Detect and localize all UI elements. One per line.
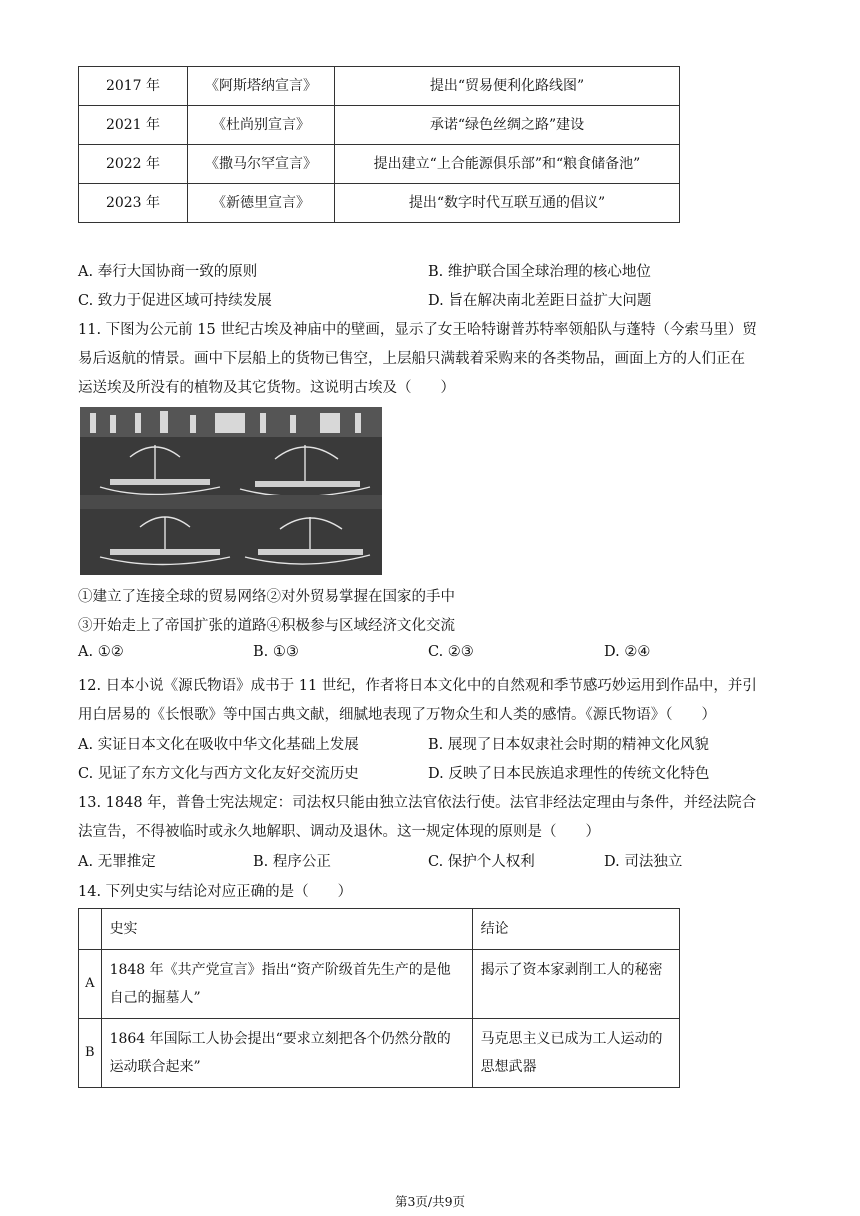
q10-option-d: D. 旨在解决南北差距日益扩大问题	[428, 293, 652, 309]
q10-option-b: B. 维护联合国全球治理的核心地位	[428, 264, 651, 280]
q12-option-d: D. 反映了日本民族追求理性的传统文化特色	[428, 766, 710, 782]
q14-stem: 14. 下列史实与结论对应正确的是（ ）	[78, 884, 353, 900]
conclusion-cell: 马克思主义已成为工人运动的思想武器	[472, 1019, 679, 1088]
content-cell: 提出“数字时代互联互通的倡议”	[335, 184, 680, 223]
declaration-cell: 《杜尚别宣言》	[188, 106, 335, 145]
row-label: A	[79, 950, 102, 1019]
table-row	[79, 1019, 680, 1088]
fact-conclusion-table	[78, 908, 680, 1088]
egyptian-mural-image	[80, 407, 382, 575]
table-row	[79, 106, 680, 145]
q12-stem-line-2: 用白居易的《长恨歌》等中国古典文献，细腻地表现了万物众生和人类的感情。《源氏物语》（ ）	[78, 707, 716, 723]
q13-stem-line-2: 法宣告，不得被临时或永久地解职、调动及退休。这一规定体现的原则是（ ）	[78, 824, 600, 840]
declaration-cell: 《新德里宣言》	[188, 184, 335, 223]
q13-option-b: B. 程序公正	[253, 854, 331, 870]
year-cell: 2023 年	[79, 184, 188, 223]
q10-option-c: C. 致力于促进区域可持续发展	[78, 293, 272, 309]
q11-items-line-2: ③开始走上了帝国扩张的道路④积极参与区域经济文化交流	[78, 618, 455, 634]
q11-stem-line-2: 易后返航的情景。画中下层船上的货物已售空，上层船只满载着采购来的各类物品，画面上方的人们正在	[78, 351, 745, 367]
q12-stem-line-1: 12. 日本小说《源氏物语》成书于 11 世纪，作者将日本文化中的自然观和季节感巧妙运用到作品中，并引	[78, 678, 757, 694]
q10-option-a: A. 奉行大国协商一致的原则	[78, 264, 258, 280]
fact-cell: 1848 年《共产党宣言》指出“资产阶级首先生产的是他自己的掘墓人”	[101, 950, 472, 1019]
content-cell: 提出“贸易便利化路线图”	[335, 67, 680, 106]
q12-option-a: A. 实证日本文化在吸收中华文化基础上发展	[78, 737, 359, 753]
q11-option-b: B. ①③	[253, 644, 299, 660]
q12-option-c: C. 见证了东方文化与西方文化友好交流历史	[78, 766, 359, 782]
q11-items-line-1: ①建立了连接全球的贸易网络②对外贸易掌握在国家的手中	[78, 589, 455, 605]
mural-illustration	[80, 407, 382, 575]
q11-stem-line-1: 11. 下图为公元前 15 世纪古埃及神庙中的壁画，显示了女王哈特谢普苏特率领船队与蓬特（今索马里）贸	[78, 322, 757, 338]
q11-stem-line-3: 运送埃及所没有的植物及其它货物。这说明古埃及（ ）	[78, 380, 455, 396]
q11-option-c: C. ②③	[428, 644, 474, 660]
q13-option-c: C. 保护个人权利	[428, 854, 535, 870]
content-cell: 提出建立“上合能源俱乐部”和“粮食储备池”	[335, 145, 680, 184]
content-cell: 承诺“绿色丝绸之路”建设	[335, 106, 680, 145]
row-label: B	[79, 1019, 102, 1088]
table-row	[79, 67, 680, 106]
q12-option-b: B. 展现了日本奴隶社会时期的精神文化风貌	[428, 737, 709, 753]
summit-table	[78, 66, 680, 223]
fact-header: 史实	[101, 909, 472, 950]
year-cell: 2022 年	[79, 145, 188, 184]
q13-option-d: D. 司法独立	[604, 854, 683, 870]
page-footer: 第3页/共9页	[394, 1194, 466, 1209]
declaration-cell: 《撒马尔罕宣言》	[188, 145, 335, 184]
year-cell: 2021 年	[79, 106, 188, 145]
q11-option-d: D. ②④	[604, 644, 651, 660]
q11-option-a: A. ①②	[78, 644, 124, 660]
table-header-row	[79, 909, 680, 950]
conclusion-header: 结论	[472, 909, 679, 950]
declaration-cell: 《阿斯塔纳宣言》	[188, 67, 335, 106]
fact-cell: 1864 年国际工人协会提出“要求立刻把各个仍然分散的运动联合起来”	[101, 1019, 472, 1088]
conclusion-cell: 揭示了资本家剥削工人的秘密	[472, 950, 679, 1019]
table-row	[79, 950, 680, 1019]
label-cell	[79, 909, 102, 950]
table-row	[79, 145, 680, 184]
q13-stem-line-1: 13. 1848 年，普鲁士宪法规定：司法权只能由独立法官依法行使。法官非经法定理由与条件，并经法院合	[78, 795, 757, 811]
q13-option-a: A. 无罪推定	[78, 854, 156, 870]
year-cell: 2017 年	[79, 67, 188, 106]
table-row	[79, 184, 680, 223]
